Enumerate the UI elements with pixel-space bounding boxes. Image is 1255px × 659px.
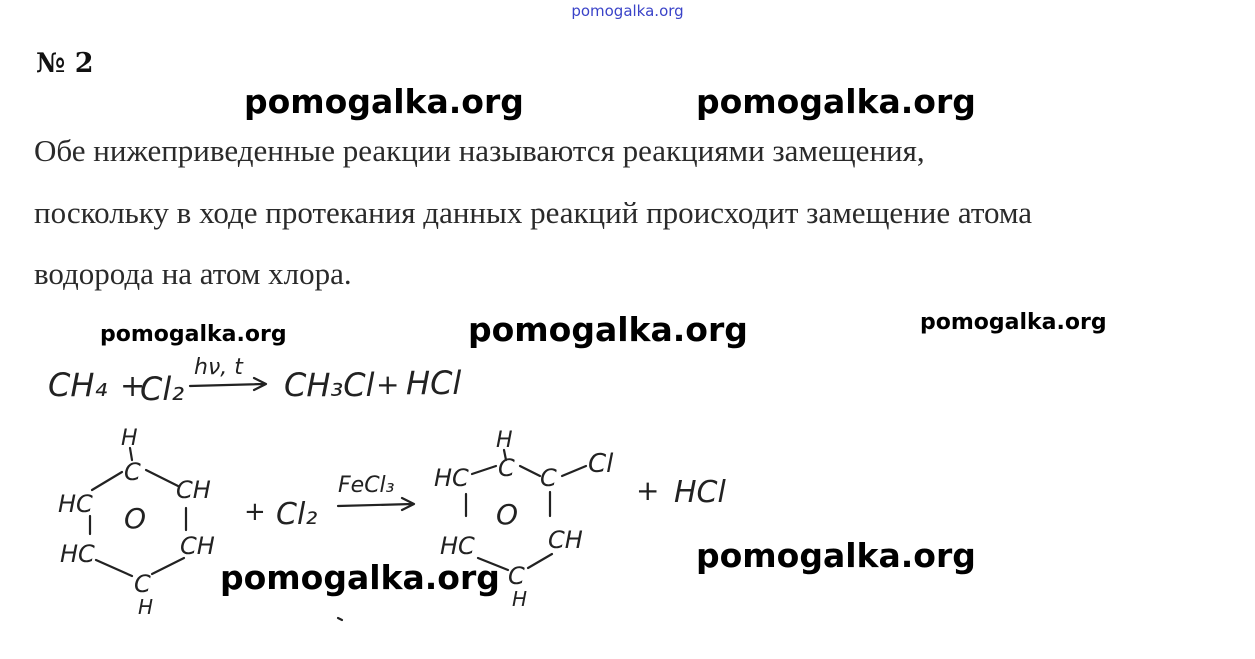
ring-left-lower-left: HC [60,540,95,568]
ring-left-center: O [124,502,147,535]
ring-right-lower-right: CH [548,526,583,554]
watermark: pomogalka.org [220,558,500,597]
r2-plus: + [244,497,266,527]
ring-left-top-c: C [124,458,141,486]
r1-product-hcl: HCl [406,364,462,402]
r1-product-ch3cl: CH₃Cl [284,366,375,404]
bond [92,472,122,490]
watermark: pomogalka.org [468,310,748,349]
paragraph-line-2: поскольку в ходе протекания данных реакций происходит замещение атома [34,195,1033,230]
watermark: pomogalka.org [696,82,976,121]
ring-right-lower-left: HC [440,532,475,560]
ring-right-bottom-c: C [508,562,525,590]
r2-arrow [338,498,414,510]
r2-reagent-cl2: Cl₂ [276,497,318,532]
watermark: pomogalka.org [244,82,524,121]
bond [528,554,552,568]
r1-reactant-ch4: CH₄ [48,366,108,404]
r2-byproduct-hcl: HCl [674,475,726,510]
ring-right-top-c: C [498,454,515,482]
bond [472,466,496,474]
r2-catalyst: FeCl₃ [338,473,395,498]
ring-left-top-h: H [121,426,138,451]
r2-plus-2: + [636,474,660,507]
watermark: pomogalka.org [696,536,976,575]
ring-right-center: O [496,498,519,531]
r1-condition: hν, t [194,355,243,380]
ring-left-lower-right: CH [180,532,215,560]
ring-right-left: HC [434,464,469,492]
watermark: pomogalka.org [920,310,1107,335]
task-number: № 2 [36,48,94,79]
ring-right-top-h: H [496,428,513,453]
r1-plus: + [120,369,146,404]
ring-left-bottom-c: C [134,570,151,598]
r1-reactant-cl2: Cl₂ [140,370,185,408]
site-header-link[interactable]: pomogalka.org [571,2,684,20]
ring-right-substituent: Cl [588,449,614,479]
bond [96,560,132,576]
ring-left-upper-right: CH [176,476,211,504]
paragraph-line-3: водорода на атом хлора. [34,256,352,291]
ring-left-bottom-h: H [138,595,154,619]
stray-mark [338,618,342,620]
ring-right-sub-c: C [540,464,557,492]
bond [520,466,540,476]
bond [152,558,184,574]
ring-left-upper-left: HC [58,490,93,518]
r1-plus-2: + [376,368,400,401]
watermark: pomogalka.org [100,322,287,347]
paragraph-line-1: Обе нижеприведенные реакции называются реакциями замещения, [34,133,925,168]
ring-right-bottom-h: H [512,587,528,611]
bond [562,466,586,476]
bond [146,470,178,486]
